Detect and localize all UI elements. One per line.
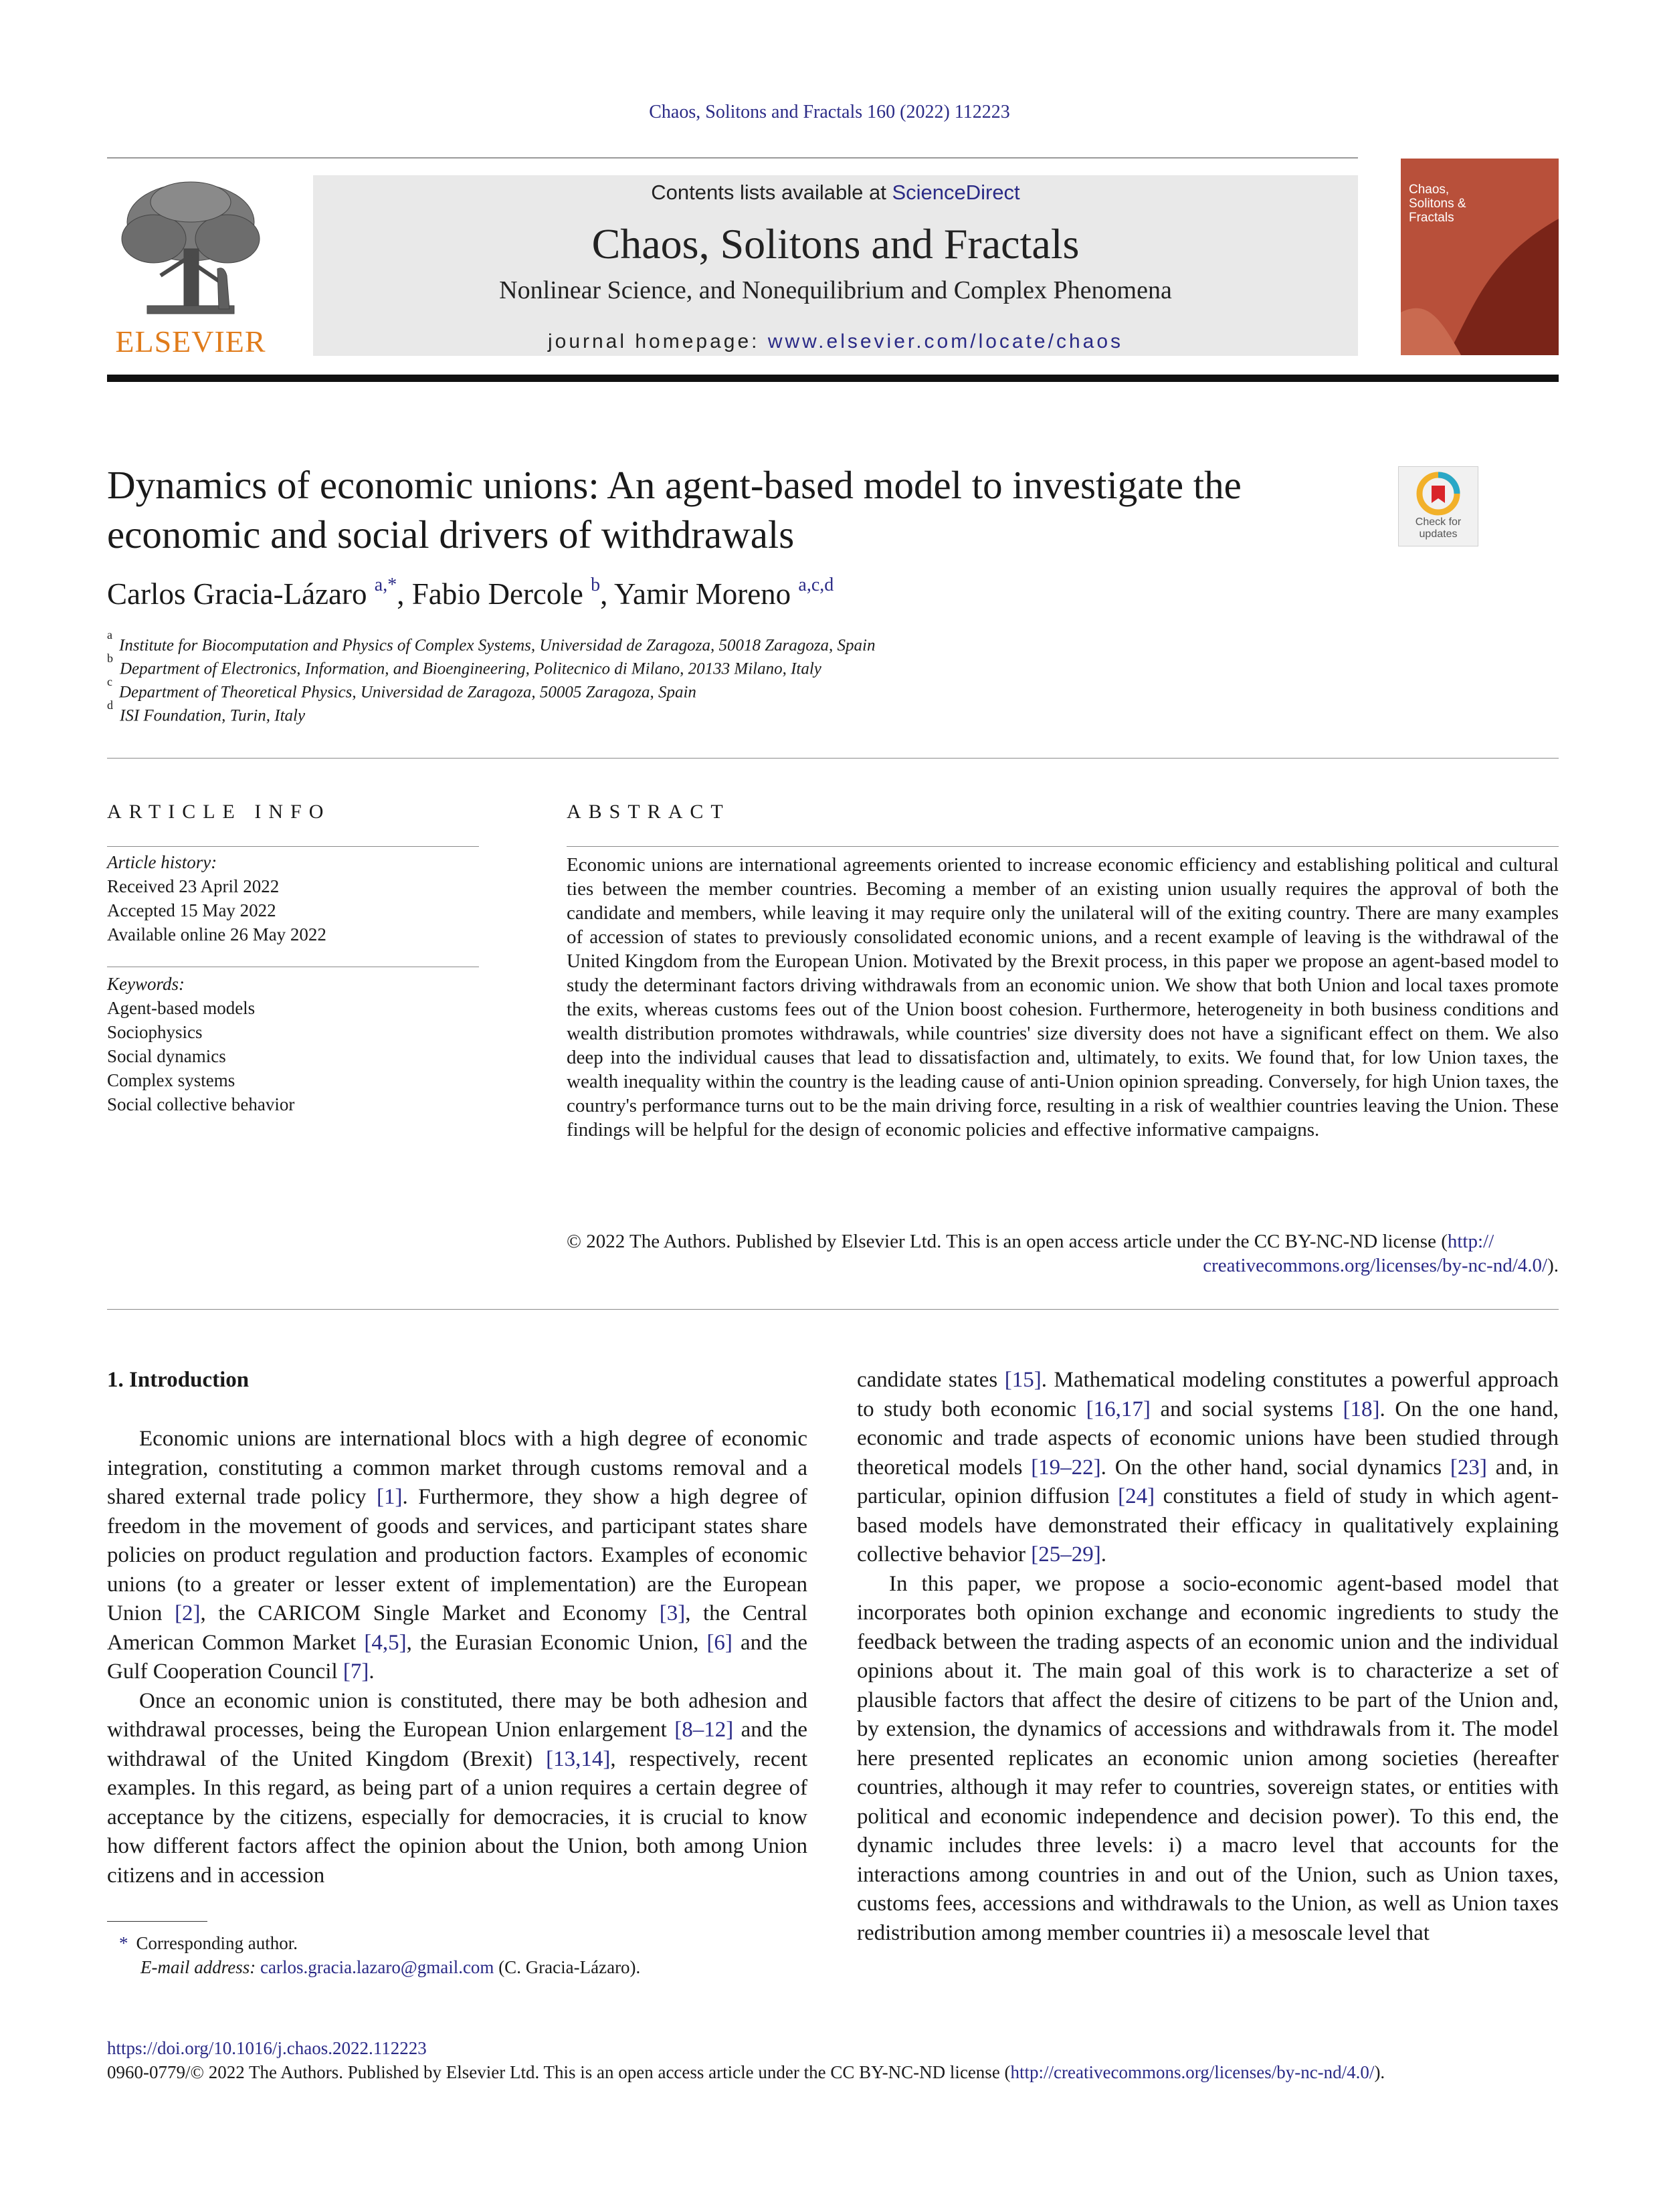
- contents-line: [313, 181, 1358, 205]
- license-link[interactable]: http://creativecommons.org/licenses/by-nc-nd/4.0/: [1010, 2062, 1375, 2082]
- footnote-mark: *: [119, 1933, 128, 1953]
- corresponding-author-note: [119, 1933, 298, 1954]
- section-heading: 1. Introduction: [107, 1368, 250, 1392]
- body-column-left: [107, 1425, 807, 1890]
- citation-link[interactable]: [1]: [377, 1485, 403, 1509]
- cover-title: Chaos, Solitons & Fractals: [1409, 183, 1466, 225]
- abstract-copyright: [567, 1229, 1559, 1253]
- info-divider: [107, 846, 479, 847]
- body-text: candidate states: [857, 1368, 1005, 1392]
- body-text: . Mathematical modeling constitutes a powerful approach to study both economic: [857, 1368, 1559, 1421]
- body-column-right: [857, 1366, 1559, 1948]
- body-text: . Furthermore, they show a high degree of freedom in the movement of goods and services, and participant states share policies on product regulation and production factors. Examples of economic unions (to a greater or lesser extent of implementation) are the European Union: [107, 1485, 807, 1625]
- keyword: Sociophysics: [107, 1022, 203, 1042]
- body-text: . On the other hand, social dynamics: [1100, 1455, 1450, 1480]
- homepage-prefix: journal homepage:: [547, 330, 768, 353]
- citation-link[interactable]: [3]: [659, 1601, 686, 1625]
- keyword: Social dynamics: [107, 1046, 226, 1066]
- abstract-copyright-continued: [567, 1253, 1559, 1278]
- copyright-end: ).: [1547, 1255, 1559, 1276]
- citation-link[interactable]: [7]: [343, 1660, 369, 1684]
- citation-link[interactable]: [13,14]: [546, 1746, 611, 1771]
- body-paragraph: In this paper, we propose a socio-economic agent-based model that incorporates both opinion exchange and economic ingredients to study the feedback between the trading aspects of an economic union and the individual opinions about it. The main goal of this work is to characterize a set of plausible factors that affect the desire of citizens to be part of the Union and, by extension, the dynamics of accessions and withdrawals from it. The model here presented replicates an economic union among societies (hereafter countries, although it may refer to countries, sovereign states, or entities with political and economic independence and decision power). To this end, the dynamic includes three levels: i) a macro level that accounts for the interactions among countries in and out of the Union, such as Union taxes, customs fees, accessions and withdrawals to the Union, as well as Union taxes redistribution among member countries ii) a mesoscale level that: [857, 1571, 1559, 1945]
- citation-link[interactable]: [4,5]: [364, 1630, 407, 1655]
- check-updates-label: Check for updates: [1415, 516, 1462, 540]
- author-name[interactable]: Yamir Moreno: [613, 577, 791, 611]
- citation-link[interactable]: [2]: [175, 1601, 201, 1625]
- affiliation: [107, 698, 306, 725]
- header-rule: [107, 157, 1358, 159]
- body-text: . On the one hand, economic and trade aspects of economic unions have been studied through theoretical models: [857, 1397, 1559, 1480]
- author-list: Carlos Gracia-Lázaro $^{a,*}$, Fabio Dercole $^b$, Yamir Moreno $^{a,c,d}$: [107, 575, 834, 611]
- author-affiliation-mark[interactable]: a,c,d: [798, 575, 834, 595]
- body-text: , the CARICOM Single Market and Economy: [200, 1601, 660, 1625]
- affiliation-text: Department of Theoretical Physics, Universidad de Zaragoza, 50005 Zaragoza, Spain: [119, 683, 696, 702]
- body-text: .: [1100, 1542, 1106, 1567]
- citation-link[interactable]: [15]: [1004, 1368, 1042, 1392]
- journal-citation[interactable]: Chaos, Solitons and Fractals 160 (2022) 112223: [649, 102, 1010, 122]
- article-title: Dynamics of economic unions: An agent-based model to investigate the economic and social drivers of withdrawals: [107, 463, 1242, 557]
- abstract-heading: ABSTRACT: [567, 801, 730, 823]
- citation-link[interactable]: [24]: [1118, 1484, 1155, 1508]
- doi-link[interactable]: https://doi.org/10.1016/j.chaos.2022.112223: [107, 2038, 427, 2058]
- body-text: Economic unions are international blocs with a high degree of economic integration, constituting a common market through customs removal and a shared external trade policy: [107, 1427, 807, 1509]
- affiliation-text: Department of Electronics, Information, and Bioengineering, Politecnico di Milano, 20133 Milano, Italy: [120, 660, 821, 678]
- body-text: .: [369, 1660, 375, 1684]
- journal-homepage: [313, 330, 1358, 353]
- author-affiliation-mark[interactable]: a,*: [374, 575, 397, 595]
- journal-banner: [313, 175, 1358, 356]
- body-text: and the Gulf Cooperation Council: [107, 1630, 807, 1684]
- article-info-heading: ARTICLE INFO: [107, 801, 331, 823]
- accepted-date: Accepted 15 May 2022: [107, 900, 276, 920]
- keyword: Social collective behavior: [107, 1094, 295, 1114]
- citation-link[interactable]: [19–22]: [1031, 1455, 1101, 1480]
- journal-cover-thumbnail[interactable]: [1401, 159, 1559, 355]
- body-text: and the withdrawal of the United Kingdom (Brexit): [107, 1718, 808, 1771]
- homepage-link[interactable]: www.elsevier.com/locate/chaos: [767, 330, 1124, 353]
- license-end: ).: [1374, 2062, 1385, 2082]
- keyword: Agent-based models: [107, 998, 256, 1018]
- abstract-text: Economic unions are international agreements oriented to increase economic efficiency and establishing political and cultural ties between the member countries. Becoming a member of an existing union usually requires the approval of both the candidate and members, while leaving it may require only the unilateral will of the exiting country. There are many examples of accession of states to previously consolidated economic unions, and a recent example of leaving is the withdrawal of the United Kingdom from the European Union. Motivated by the Brexit process, in this paper we propose an agent-based model to study the determinant factors driving withdrawals from an economic union. We show that both Union and local taxes promote the exits, whereas customs fees out of the Union boost cohesion. Furthermore, heterogeneity in both business conditions and wealth distribution promotes withdrawals, while countries' size diversity does not have a significant effect on them. We also deep into the individual causes that lead to dissatisfaction and, ultimately, to exits. We found that, for low Union taxes, the wealth inequality within the country is the leading cause of anti-Union opinion spreading. Conversely, for high Union taxes, the country's performance turns out to be the main driving force, resulting in a risk of wealthier countries leaving the Union. These findings will be helpful for the design of economic policies and effective informative campaigns.: [567, 854, 1559, 1140]
- sciencedirect-link[interactable]: ScienceDirect: [892, 181, 1020, 204]
- license-link[interactable]: creativecommons.org/licenses/by-nc-nd/4.0/: [1203, 1255, 1548, 1276]
- footnote-rule: [107, 1921, 207, 1922]
- received-date: Received 23 April 2022: [107, 876, 280, 896]
- body-text: , the Central American Common Market: [107, 1601, 808, 1655]
- affiliation-text: ISI Foundation, Turin, Italy: [120, 706, 306, 725]
- body-paragraph: [107, 1425, 807, 1687]
- body-paragraph: [857, 1366, 1559, 1570]
- citation-link[interactable]: [18]: [1343, 1397, 1380, 1421]
- body-text: and social systems: [1150, 1397, 1343, 1421]
- journal-subtitle: Nonlinear Science, and Nonequilibrium and Complex Phenomena: [499, 276, 1172, 304]
- author-name[interactable]: Carlos Gracia-Lázaro: [107, 577, 367, 611]
- body-text: and, in particular, opinion diffusion: [857, 1455, 1559, 1508]
- section-divider: [107, 758, 1559, 759]
- affiliation-text: Institute for Biocomputation and Physics of Complex Systems, Universidad de Zaragoza, 50018 Zaragoza, Spain: [119, 636, 876, 655]
- body-text: constitutes a field of study in which agent-based models have demonstrated their efficacy in qualitatively explaining collective behavior: [857, 1484, 1559, 1567]
- author-affiliation-mark[interactable]: b: [591, 575, 601, 595]
- check-for-updates-badge[interactable]: [1398, 466, 1478, 546]
- elsevier-logo[interactable]: [107, 175, 274, 363]
- license-link[interactable]: http://: [1447, 1231, 1494, 1252]
- body-text: , the Eurasian Economic Union,: [406, 1630, 707, 1655]
- copyright-text: © 2022 The Authors. Published by Elsevier Ltd. This is an open access article under the CC BY-NC-ND license (: [567, 1231, 1448, 1252]
- keyword: Complex systems: [107, 1070, 235, 1090]
- affiliation: [107, 675, 696, 702]
- corresponding-label: Corresponding author.: [136, 1933, 298, 1953]
- author-name[interactable]: Fabio Dercole: [411, 577, 583, 611]
- header-thick-rule: [107, 375, 1559, 382]
- affiliation-mark: a: [107, 628, 112, 641]
- body-text: , respectively, recent examples. In this regard, as being part of a union requires a certain degree of acceptance by the citizens, especially for democracies, it is crucial to know how different factors affect the opinion about the Union, both among Union citizens and in accession: [107, 1746, 808, 1888]
- affiliation: [107, 651, 821, 678]
- email-note: [140, 1957, 640, 1978]
- body-text: Once an economic union is constituted, there may be both adhesion and withdrawal processes, being the European Union enlargement: [107, 1688, 807, 1742]
- online-date: Available online 26 May 2022: [107, 924, 326, 944]
- bookmark-ring-icon: [1399, 467, 1478, 520]
- affiliation-mark: b: [107, 651, 113, 665]
- affiliation-mark: c: [107, 675, 112, 688]
- journal-name: Chaos, Solitons and Fractals: [591, 220, 1080, 268]
- history-label: Article history:: [107, 852, 217, 872]
- affiliation: [107, 628, 876, 655]
- email-label: E-mail address:: [140, 1957, 260, 1977]
- email-link[interactable]: carlos.gracia.lazaro@gmail.com: [260, 1957, 494, 1977]
- elsevier-wordmark: ELSEVIER: [115, 324, 266, 359]
- citation-link[interactable]: [25–29]: [1031, 1542, 1101, 1567]
- license-footer: [107, 2062, 1385, 2083]
- contents-prefix: Contents lists available at: [651, 181, 892, 204]
- citation-link[interactable]: [16,17]: [1086, 1397, 1151, 1421]
- citation-link[interactable]: [23]: [1450, 1455, 1487, 1480]
- license-text: 0960-0779/© 2022 The Authors. Published by Elsevier Ltd. This is an open access article under the CC BY-NC-ND license (: [107, 2062, 1011, 2082]
- email-suffix: (C. Gracia-Lázaro).: [494, 1957, 641, 1977]
- section-divider: [107, 1309, 1559, 1310]
- abstract-divider: [567, 846, 1559, 847]
- citation-link[interactable]: [6]: [706, 1630, 733, 1655]
- citation-link[interactable]: [8–12]: [674, 1718, 734, 1742]
- affiliation-mark: d: [107, 698, 113, 712]
- body-paragraph: [107, 1687, 807, 1891]
- keywords-label: Keywords:: [107, 974, 185, 994]
